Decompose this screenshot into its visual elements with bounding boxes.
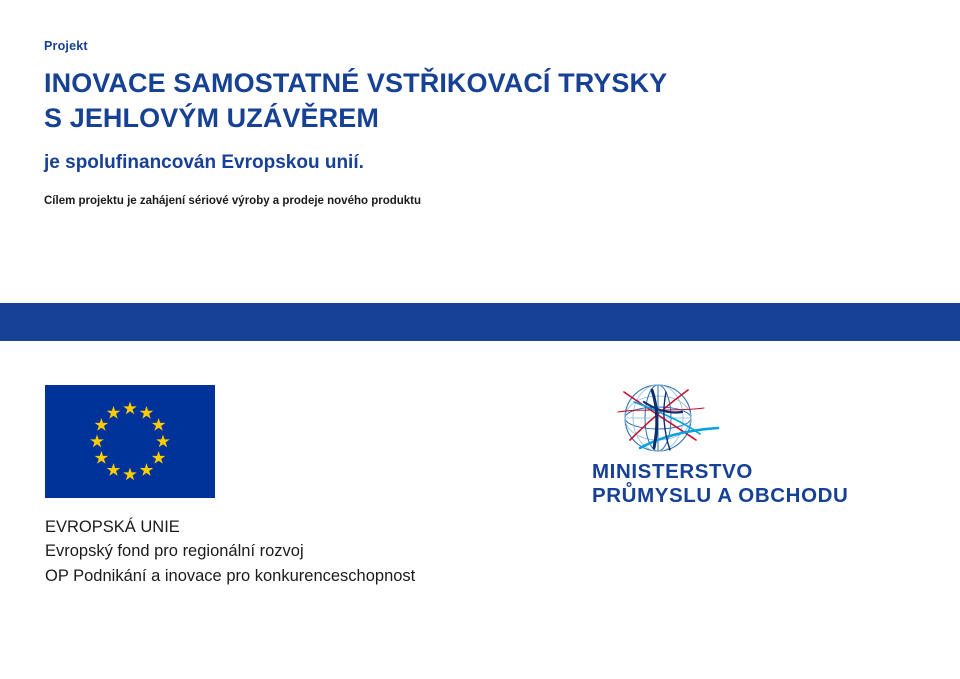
mpo-logo-text-line-1: MINISTERSTVO [592,460,753,483]
page-subtitle: je spolufinancován Evropskou unií. [44,152,364,173]
page-title-line-1: INOVACE SAMOSTATNÉ VSTŘIKOVACÍ TRYSKY [44,67,668,98]
project-goal-text: Cílem projektu je zahájení sériové výroby a prodeje nového produktu [44,194,422,207]
caption-line-3: OP Podnikání a inovace pro konkurenceschopnost [45,566,416,585]
mpo-globe-icon [600,378,730,458]
blue-divider-bar [0,303,960,341]
mpo-logo-text [592,460,857,508]
mpo-logo [580,378,855,508]
header-block [44,40,924,209]
eu-funding-caption [45,515,745,588]
page-title [44,66,924,137]
caption-line-1: EVROPSKÁ UNIE [45,518,180,536]
page-title-line-2: S JEHLOVÝM UZÁVĚREM [44,103,379,134]
eu-flag-icon [45,385,215,498]
eu-stars-icon [45,385,215,498]
project-eyebrow-label: Projekt [44,39,88,53]
mpo-logo-text-line-2: PRŮMYSLU A OBCHODU [592,484,849,508]
caption-line-2: Evropský fond pro regionální rozvoj [45,542,304,561]
